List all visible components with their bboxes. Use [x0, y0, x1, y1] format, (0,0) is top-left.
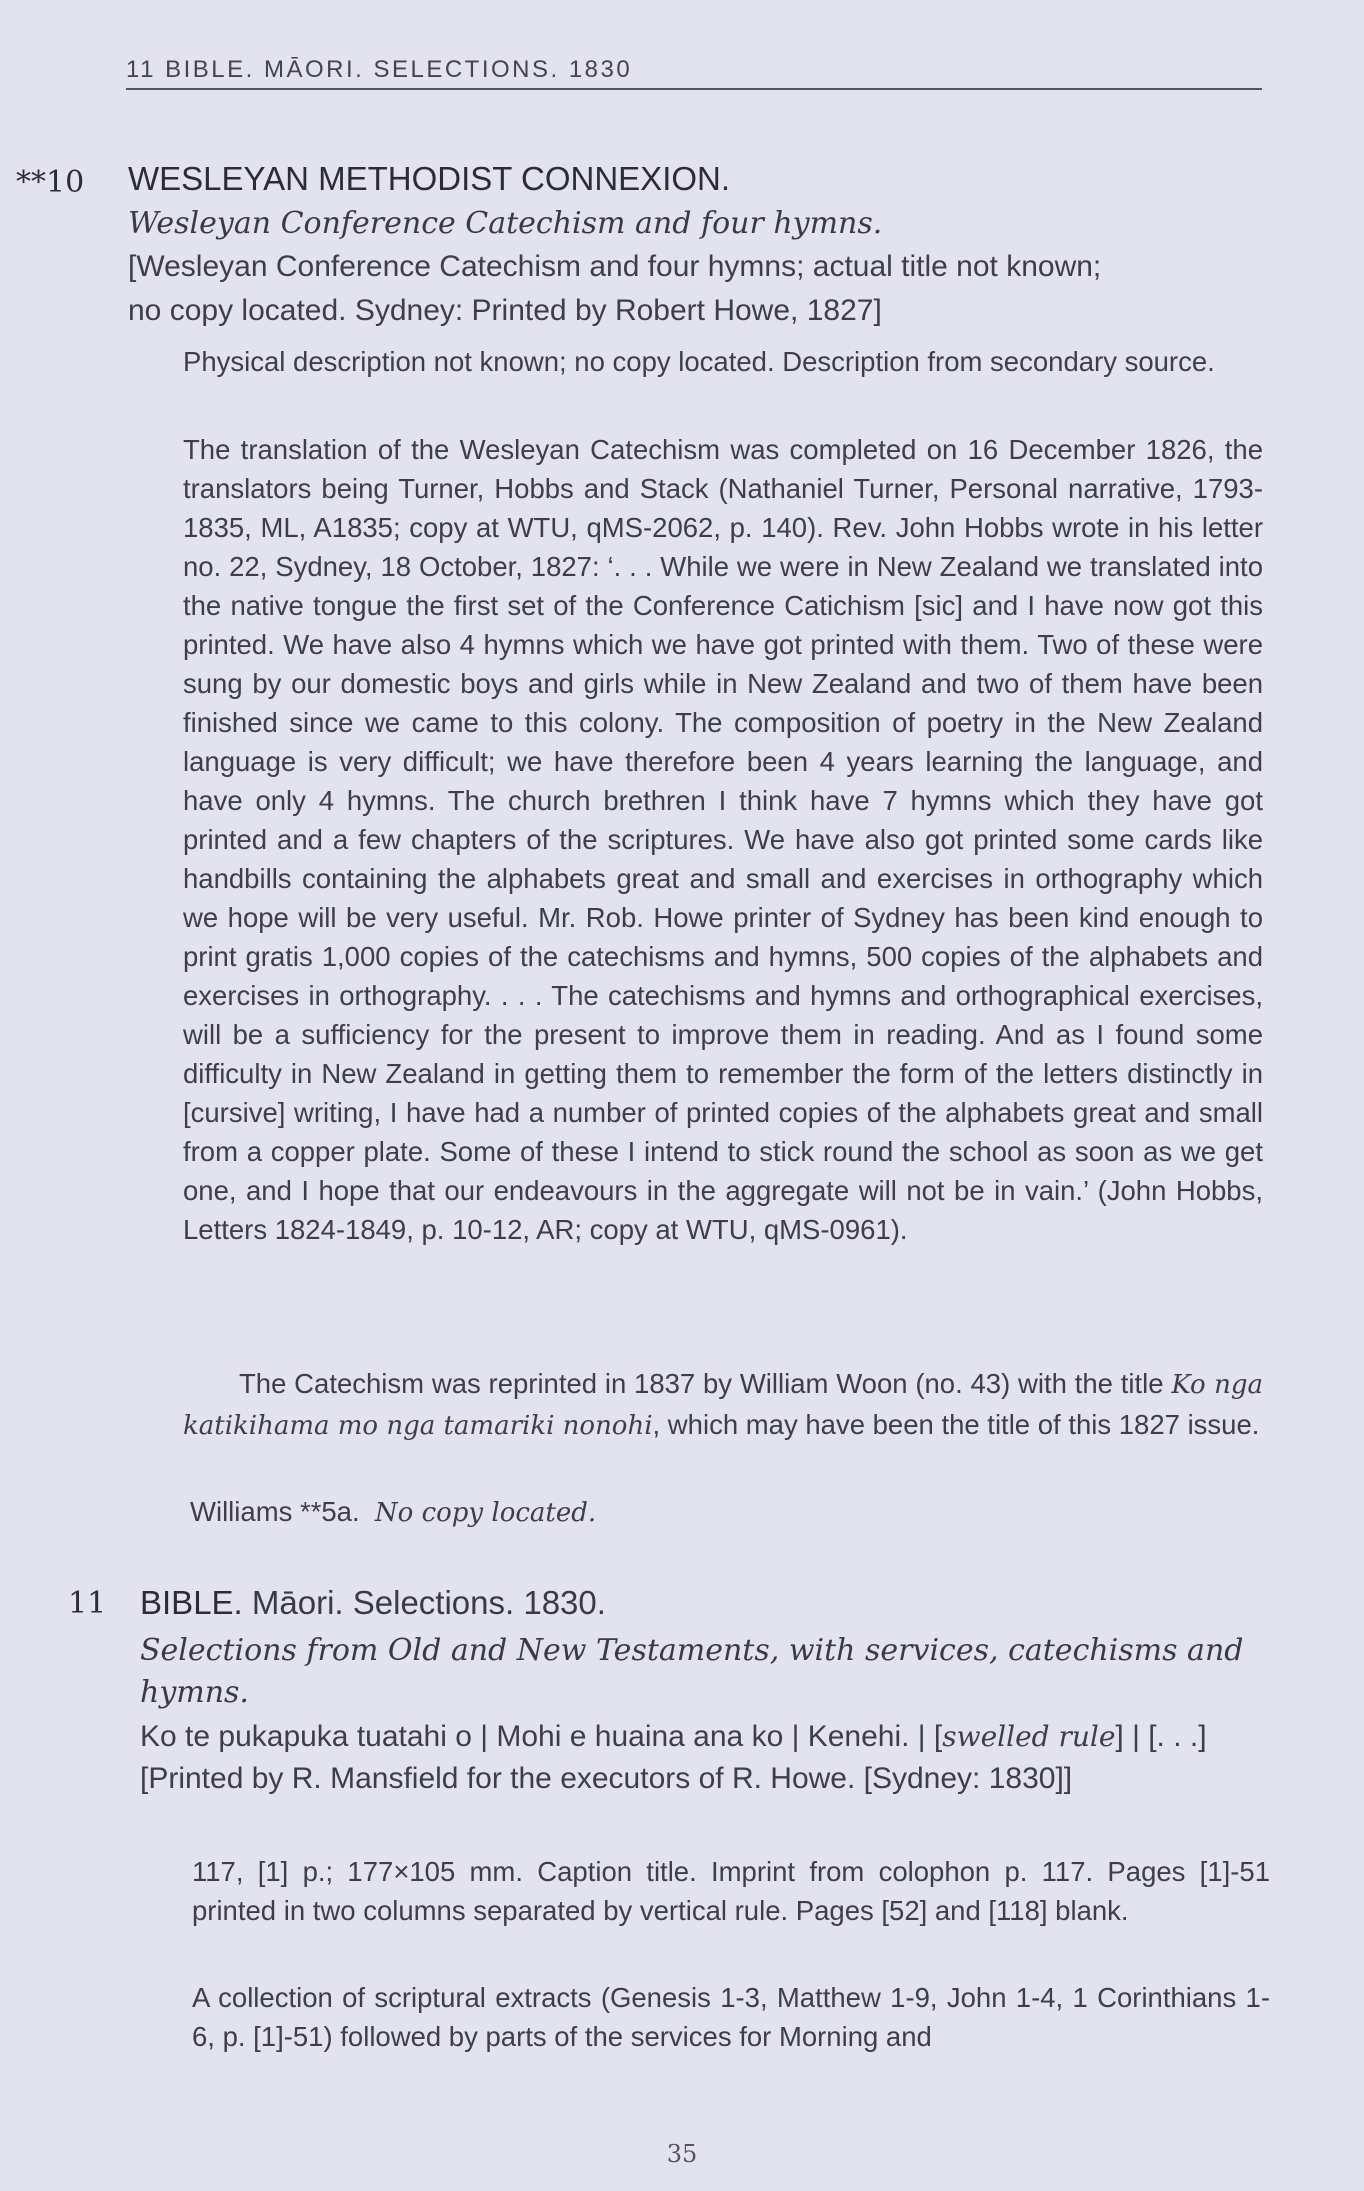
bibliographic-note: The translation of the Wesleyan Catechism was completed on 16 December 1826, the translators being Turner, Hobbs and Stack (Nathaniel Turner, Personal narrative, 1793-1835, ML, A1835; copy at WTU, qMS-2062, p. 140). Rev. John Hobbs wrote in his letter no. 22, Sydney, 18 October, 1827: ‘. . . While we were in New Zealand we translated into the native tongue the first set of the Conference Catichism [sic] and I have now got this printed. We have also 4 hymns which we have got printed with them. Two of these were sung by our domestic boys and girls while in New Zealand and two of them have been finished since we came to this colony. The composition of poetry in the New Zealand language is very difficult; we have therefore been 4 years learning the language, and have only 4 hymns. The church brethren I think have 7 hymns which they have got printed and a few chapters of the scriptures. We have also got printed some cards like handbills containing the alphabets great and small and exercises in orthography which we hope will be very useful. Mr. Rob. Howe printer of Sydney has been kind enough to print gratis 1,000 copies of the catechisms and hymns, 500 copies of the alphabets and exercises in orthography. . . . The catechisms and hymns and orthographical exercises, will be a sufficiency for the present to improve them in reading. And as I found some difficulty in New Zealand in getting them to remember the form of the letters distinctly in [cursive] writing, I have had a number of printed copies of the alphabets great and small from a copper plate. Some of these I intend to stick round the school as soon as we get one, and I hope that our endeavours in the aggregate will not be in vain.’ (John Hobbs, Letters 1824-1849, p. 10-12, AR; copy at WTU, qMS-0961).	[183, 434, 1263, 1245]
heading-bold: BIBLE.	[140, 1584, 243, 1621]
reprint-note-text: The Catechism was reprinted in 1837 by William Woon (no. 43) with the title	[239, 1368, 1172, 1399]
heading-rest: Māori. Selections. 1830.	[251, 1584, 606, 1621]
title-transcription-line-1: [Wesleyan Conference Catechism and four hymns; actual title not known;	[128, 250, 1102, 283]
physical-description: Physical description not known; no copy located. Description from secondary source.	[183, 346, 1215, 377]
transcription-part-1: Ko te pukapuka tuatahi o | Mohi e huaina ana ko | Kenehi. | [	[140, 1720, 943, 1753]
reprint-title: Ko nga katikihama mo nga tamariki nonohi	[183, 1370, 1263, 1441]
physical-description: 117, [1] p.; 177×105 mm. Caption title. Imprint from colophon p. 117. Pages [1]-51 printed in two columns separated by vertical rule. Pages [52] and [118] blank.	[192, 1856, 1270, 1926]
entry-heading: WESLEYAN METHODIST CONNEXION.	[128, 160, 731, 197]
header-rule	[126, 88, 1262, 90]
bibliographic-note: A collection of scriptural extracts (Genesis 1-3, Matthew 1-9, John 1-4, 1 Corinthians 1-6, p. [1]-51) followed by parts of the services for Morning and	[192, 1982, 1270, 2052]
reference-text: Williams **5a.	[190, 1496, 360, 1527]
swelled-rule-mark: swelled rule	[942, 1720, 1116, 1753]
reprint-note-text-end: , which may have been the title of this 1827 issue.	[652, 1409, 1260, 1440]
entry-number: **10	[16, 165, 85, 200]
entry-number: 11	[68, 1586, 107, 1621]
reprint-note	[183, 1364, 1263, 1446]
running-head: 11 BIBLE. MĀORI. SELECTIONS. 1830	[126, 56, 633, 83]
reference	[190, 1492, 1270, 1533]
entry-title: Wesleyan Conference Catechism and four hymns.	[128, 206, 883, 241]
title-transcription-line-2: no copy located. Sydney: Printed by Robert Howe, 1827]	[128, 294, 882, 327]
transcription-part-2: ] | [. . .] [Printed by R. Mansfield for the executors of R. Howe. [Sydney: 1830]]	[140, 1720, 1207, 1795]
entry-title: Selections from Old and New Testaments, with services, catechisms and hymns.	[140, 1633, 1244, 1710]
reference-note: No copy located.	[374, 1498, 597, 1528]
entry-heading	[140, 1584, 606, 1622]
page-number: 35	[666, 2140, 698, 2168]
title-transcription	[140, 1716, 1270, 1800]
